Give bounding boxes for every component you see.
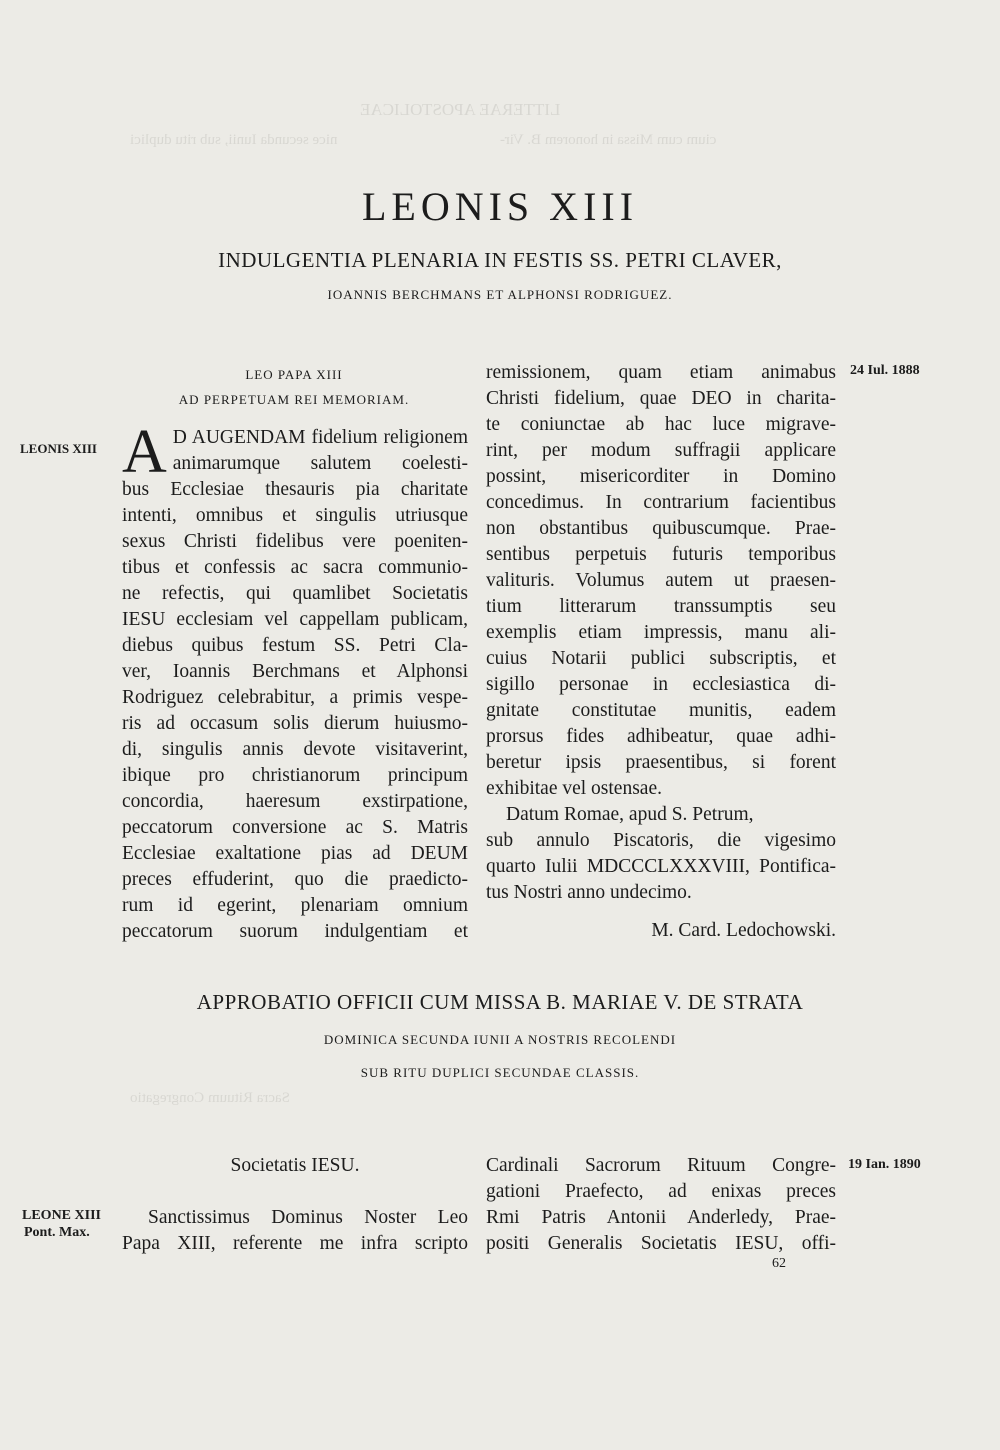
text-line: sigillo personae in ecclesiastica di- [486,674,836,695]
margin-note-date2: 19 Ian. 1890 [848,1157,921,1172]
text-line: Rodriguez celebrabitur, a primis vespe- [122,687,468,708]
text-line: rum id egerint, plenariam omnium [122,895,468,916]
text-line: Datum Romae, apud S. Petrum, [506,804,754,825]
show-through-text: cium cum Missa in honorem B. Vir- [500,132,717,148]
text-line: ris ad occasum solis dierum huiusmo- [122,713,468,734]
signature: M. Card. Ledochowski. [651,920,836,941]
text-line: IESU ecclesiam vel cappellam publicam, [122,609,468,630]
section2-left-heading: Societatis IESU. [230,1155,360,1176]
margin-note-pont: Pont. Max. [24,1225,90,1240]
text-line: tibus et confessis ac sacra communio- [122,557,468,578]
section2-title: APPROBATIO OFFICII CUM MISSA B. MARIAE V. DE STRATA [196,990,804,1014]
text-line: positi Generalis Societatis IESU, offi- [486,1233,836,1254]
text-line: exemplis etiam impressis, manu ali- [486,622,836,643]
text-line: animarumque salutem coelesti- [172,453,468,474]
section2-subtitle-2: SUB RITU DUPLICI SECUNDAE CLASSIS. [360,1065,640,1080]
text-line: sentibus perpetuis futuris temporibus [486,544,836,565]
show-through-text: nice secunda Iunii, sub ritu duplici [130,132,338,148]
document-subtitle-line2: IOANNIS BERCHMANS ET ALPHONSI RODRIGUEZ. [327,287,673,302]
text-line: sub annulo Piscatoris, die vigesimo [486,830,836,851]
show-through-text: LITTERAE APOSTOLICAE [360,100,561,119]
text-line: possint, misericorditer in Domino [486,466,836,487]
text-line: concordia, haeresum exstirpatione, [122,791,468,812]
margin-note-leone: LEONE XIII [22,1208,101,1223]
text-line: exhibitae vel ostensae. [486,778,662,799]
brief-left-column [122,418,468,945]
text-line: remissionem, quam etiam animabus [486,362,836,383]
text-line: Christi fidelium, quae DEO in charita- [486,388,836,409]
page-number: 62 [772,1256,786,1271]
text-line: te coniunctae ab hac luce migrave- [486,414,836,435]
text-line: valituris. Volumus autem ut praesen- [486,570,836,591]
text-line: peccatorum conversione ac S. Matris [122,817,468,838]
text-line: prorsus fides adhibeatur, quae adhi- [486,726,836,747]
margin-note-leonis: LEONIS XIII [20,441,97,456]
text-line: tium litterarum transsumptis seu [486,596,836,617]
text-line: D AUGENDAM fidelium religionem [172,427,468,448]
text-line: ne refectis, qui quamlibet Societatis [122,583,468,604]
brief-heading-1: LEO PAPA XIII [245,367,343,382]
section2-right-column [486,1153,836,1257]
text-line: preces effuderint, quo die praedicto- [122,869,468,890]
section2-left-column [122,1205,468,1257]
show-through-text: Sacra Rituum Congregatio [130,1090,290,1106]
text-line: gnitate constitutae munitis, eadem [486,700,836,721]
text-line: peccatorum suorum indulgentiam et [122,921,468,942]
text-line: Sanctissimus Dominus Noster Leo [148,1207,468,1228]
text-line: quarto Iulii MDCCCLXXXVIII, Pontifica- [486,856,836,877]
text-line: cuius Notarii publici subscriptis, et [486,648,836,669]
text-line: bus Ecclesiae thesauris pia charitate [122,479,468,500]
text-line: diebus quibus festum SS. Petri Cla- [122,635,468,656]
text-line: concedimus. In contrarium facientibus [486,492,836,513]
text-line: gationi Praefecto, ad enixas preces [486,1181,836,1202]
text-line: sexus Christi fidelibus vere poeniten- [122,531,468,552]
text-line: ver, Ioannis Berchmans et Alphonsi [122,661,468,682]
drop-cap: A [122,418,167,486]
text-line: tus Nostri anno undecimo. [486,882,692,903]
section2-subtitle-1: DOMINICA SECUNDA IUNII A NOSTRIS RECOLENDI [323,1032,677,1047]
text-line: non obstantibus quibuscumque. Prae- [486,518,836,539]
text-line: rint, per modum suffragii applicare [486,440,836,461]
text-line: ibique pro christianorum principum [122,765,468,786]
brief-heading-2: AD PERPETUAM REI MEMORIAM. [178,392,410,407]
text-line: beretur ipsis praesentibus, si forent [486,752,836,773]
text-line: Rmi Patris Antonii Anderledy, Prae- [486,1207,836,1228]
text-line: di, singulis annis devote visitaverint, [122,739,468,760]
text-line: Papa XIII, referente me infra scripto [122,1233,468,1254]
margin-note-date1: 24 Iul. 1888 [850,363,920,378]
document-subtitle: INDULGENTIA PLENARIA IN FESTIS SS. PETRI CLAVER, [218,248,782,272]
text-line: Ecclesiae exaltatione pias ad DEUM [122,843,468,864]
brief-right-column [486,360,836,944]
page-title: LEONIS XIII [361,184,639,229]
text-line: Cardinali Sacrorum Rituum Congre- [486,1155,836,1176]
text-line: intenti, omnibus et singulis utriusque [122,505,468,526]
